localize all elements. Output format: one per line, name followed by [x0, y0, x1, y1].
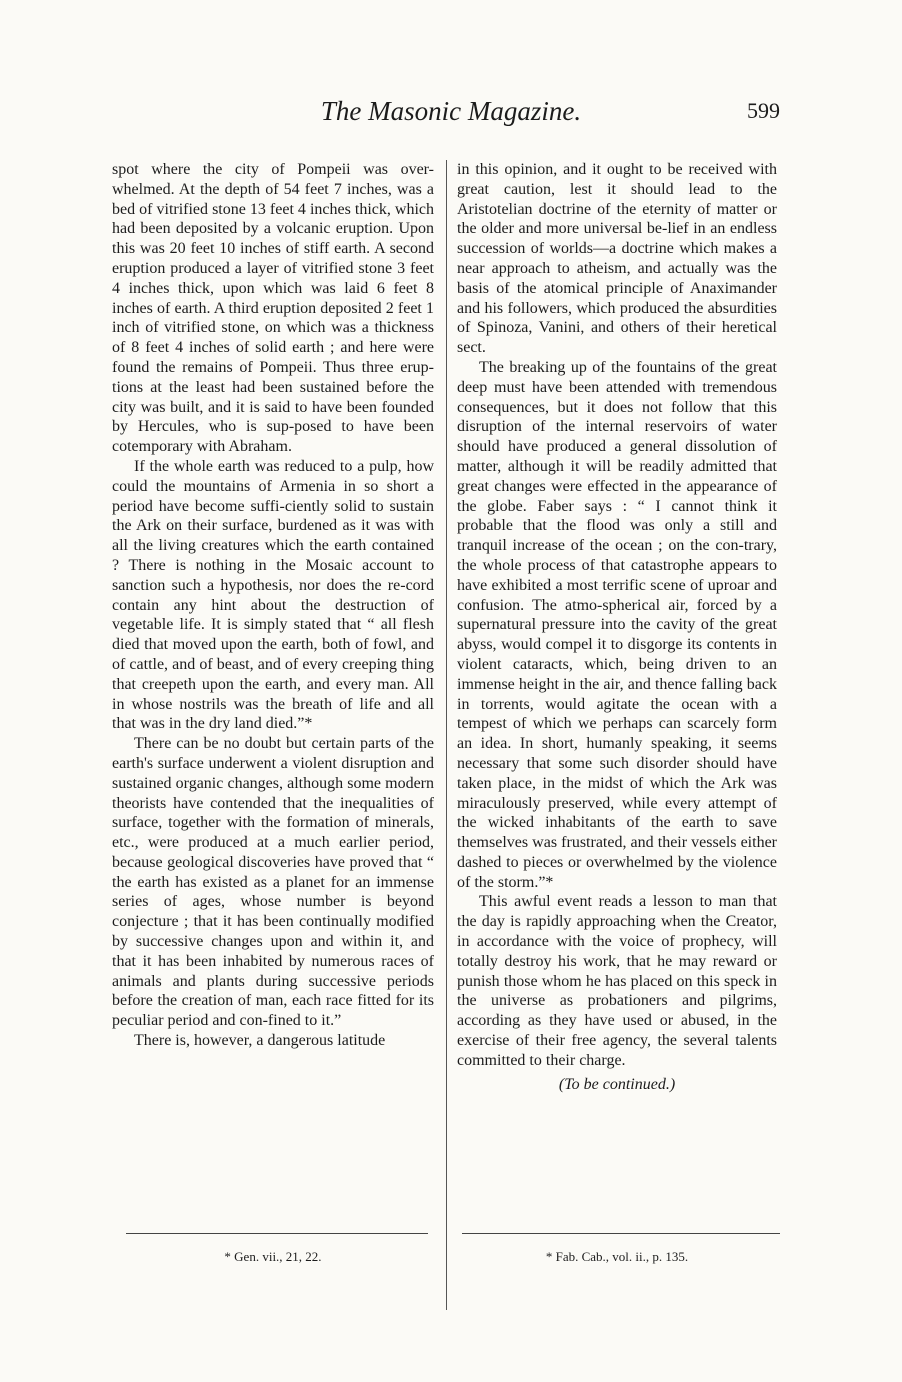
- right-column: [457, 160, 777, 1094]
- footnote-right: * Fab. Cab., vol. ii., p. 135.: [545, 1249, 689, 1264]
- paragraph: There can be no doubt but certain parts of the earth's surface underwent a violent disruption and sustained organic changes, although some modern theorists have contended that the inequalities of surface, together with the formation of minerals, etc., were produced at a much earlier period, because geological discoveries have proved that “ the earth has existed as a planet for an immense series of ages, whose number is beyond conjecture ; that it has been continually modified by successive changes upon and within it, and that it has been inhabited by numerous races of animals and plants during successive periods before the creation of man, each race fitted for its peculiar period and con-fined to it.”: [112, 735, 434, 1030]
- page-header: [0, 94, 902, 134]
- paragraph: in this opinion, and it ought to be received with great caution, lest it should lead to the Aristotelian doctrine of the eternity of matter or the older and more universal be-lief in an endless succession of worlds—a doctrine which makes a near approach to atheism, and actually was the basis of the atomical principle of Anaximander and his followers, which produced the absurdities of Spinoza, Vanini, and others of their heretical sect.: [457, 161, 777, 357]
- left-column: [112, 160, 434, 1051]
- paragraph: spot where the city of Pompeii was over-whelmed. At the depth of 54 feet 7 inches, was a bed of vitrified stone 13 feet 4 inches thick, which had been deposited by a volcanic eruption. Upon this was 20 feet 10 inches of stiff earth. A second eruption produced a layer of vitrified stone 3 feet 4 inches thick, upon which was laid 6 feet 8 inches of earth. A third eruption deposited 2 feet 1 inch of vitrified stone, on which was a thickness of 8 feet 4 inches of solid earth ; and here were found the remains of Pompeii. Thus three erup-tions at the least had been sustained before the city was built, and it is said to have been founded by Hercules, who is sup-posed to have been cotemporary with Abraham.: [112, 161, 434, 456]
- page-number: 599: [747, 98, 780, 123]
- running-title: The Masonic Magazine.: [320, 96, 582, 126]
- paragraph: This awful event reads a lesson to man that the day is rapidly approaching when the Creator, in accordance with the voice of prophecy, will totally destroy his work, that he may reward or punish those whom he has placed on this speck in the universe as probationers and pilgrims, according as they have used or abused, in the exercise of their free agency, the several talents committed to their charge.: [457, 893, 777, 1069]
- footnote-rule-left: [126, 1233, 428, 1234]
- footnote-left: * Gen. vii., 21, 22.: [224, 1249, 322, 1264]
- footnote-rule-right: [462, 1233, 780, 1234]
- to-be-continued-note: (To be continued.): [558, 1075, 676, 1093]
- paragraph: There is, however, a dangerous latitude: [134, 1032, 386, 1050]
- paragraph: The breaking up of the fountains of the great deep must have been attended with tremendous consequences, but it does not follow that this disruption of the internal reservoirs of water should have produced a general dissolution of matter, although it will be readily admitted that great changes were effected in the appearance of the globe. Faber says : “ I cannot think it probable that the flood was only a still and tranquil increase of the ocean ; on the con-trary, the whole process of that catastrophe appears to have exhibited a most terrific scene of uproar and confusion. The atmo-spherical air, forced by a supernatural pressure into the cavity of the great abyss, would compel it to disgorge its contents in violent cataracts, which, being driven to an immense height in the air, and thence falling back in torrents, would agitate the ocean with a tempest of which we perhaps can scarcely form an idea. In short, humanly speaking, it seems necessary that some such disorder should have taken place, in the midst of which the Ark was miraculously preserved, while every attempt of the wicked inhabitants of the earth to save themselves was frustrated, and their vessels either dashed to pieces or overwhelmed by the violence of the storm.”*: [457, 358, 777, 891]
- column-divider: [446, 160, 447, 1310]
- paragraph: If the whole earth was reduced to a pulp, how could the mountains of Armenia in so short a period have become suffi-ciently solid to sustain the Ark on their surface, burdened as it was with all the living creatures which the earth contained ? There is nothing in the Mosaic account to sanction such a hypothesis, nor does the re-cord contain any hint about the destruction of vegetable life. It is simply stated that “ all flesh died that moved upon the earth, both of fowl, and of cattle, and of beast, and of every creeping thing that creepeth upon the earth, and every man. All in whose nostrils was the breath of life and all that was in the dry land died.”*: [112, 457, 434, 733]
